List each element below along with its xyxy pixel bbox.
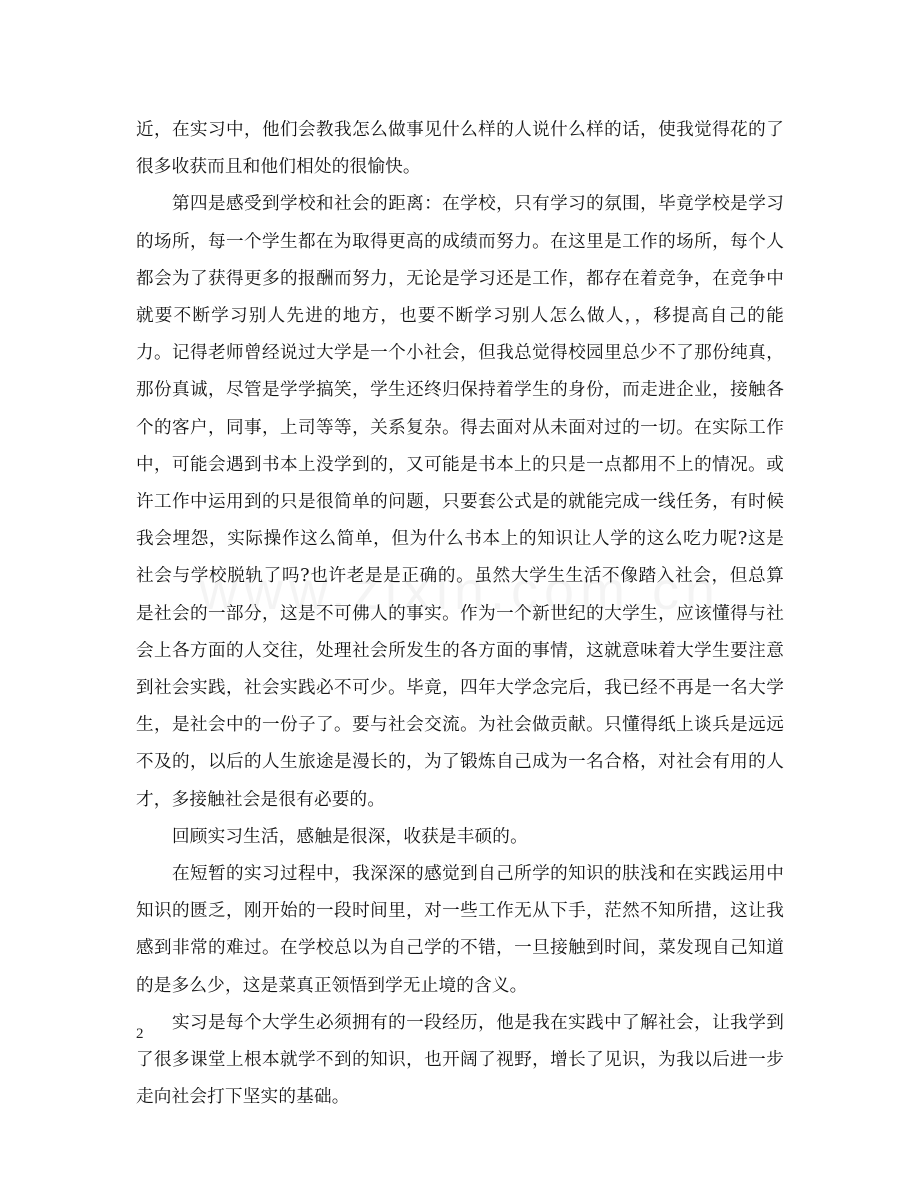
paragraph-review-summary: 回顾实习生活，感触是很深，收获是丰硕的。: [172, 826, 528, 847]
paragraph-short-internship: 在短暂的实习过程中，我深深的感觉到自己所学的知识的肤浅和在实践运用中知识的匮乏，刚开始的一段时间里，对一些工作无从下手，茫然不知所措，这让我感到非常的难过。在学校总以为自己学的不错，一旦接触到时间，菜发现自己知道的是多么少，这是菜真正领悟到学无止境的含义。: [136, 864, 784, 996]
paragraph-continuation: 近，在实习中，他们会教我怎么做事见什么样的人说什么样的话，使我觉得花的了很多收获而且和他们相处的很愉快。: [136, 120, 784, 178]
paragraph-internship-value: 实习是每个大学生必须拥有的一段经历，他是我在实践中了解社会，让我学到了很多课堂上根本就学不到的知识，也开阔了视野，增长了见识，为我以后进一步走向社会打下坚实的基础。: [136, 1012, 784, 1108]
page-number: 2: [136, 1026, 144, 1042]
document-body: [136, 112, 784, 1116]
paragraph-school-society-distance: 第四是感受到学校和社会的距离：在学校，只有学习的氛围，毕竟学校是学习的场所，每一个学生都在为取得更高的成绩而努力。在这里是工作的场所，每个人都会为了获得更多的报酬而努力，无论是学习还是工作，都存在着竞争，在竞争中就要不断学习别人先进的地方，也要不断学习别人怎么做人，，移提高自己的能力。记得老师曾经说过大学是一个小社会，但我总觉得校园里总少不了那份纯真，那份真诚，尽管是学学搞笑，学生还终归保持着学生的身份，而走进企业，接触各个的客户，同事，上司等等，关系复杂。得去面对从未面对过的一切。在实际工作中，可能会遇到书本上没学到的，又可能是书本上的只是一点都用不上的情况。或许工作中运用到的只是很简单的问题，只要套公式是的就能完成一线任务，有时候我会埋怨，实际操作这么简单，但为什么书本上的知识让人学的这么吃力呢?这是社会与学校脱轨了吗?也许老是是正确的。虽然大学生生活不像踏入社会，但总算是社会的一部分，这是不可佛人的事实。作为一个新世纪的大学生，应该懂得与社会上各方面的人交往，处理社会所发生的各方面的事情，这就意味着大学生要注意到社会实践，社会实践必不可少。毕竟，四年大学念完后，我已经不再是一名大学生，是社会中的一份子了。要与社会交流。为社会做贡献。只懂得纸上谈兵是远远不及的，以后的人生旅途是漫长的，为了锻炼自己成为一名合格，对社会有用的人才，多接触社会是很有必要的。: [136, 194, 784, 810]
